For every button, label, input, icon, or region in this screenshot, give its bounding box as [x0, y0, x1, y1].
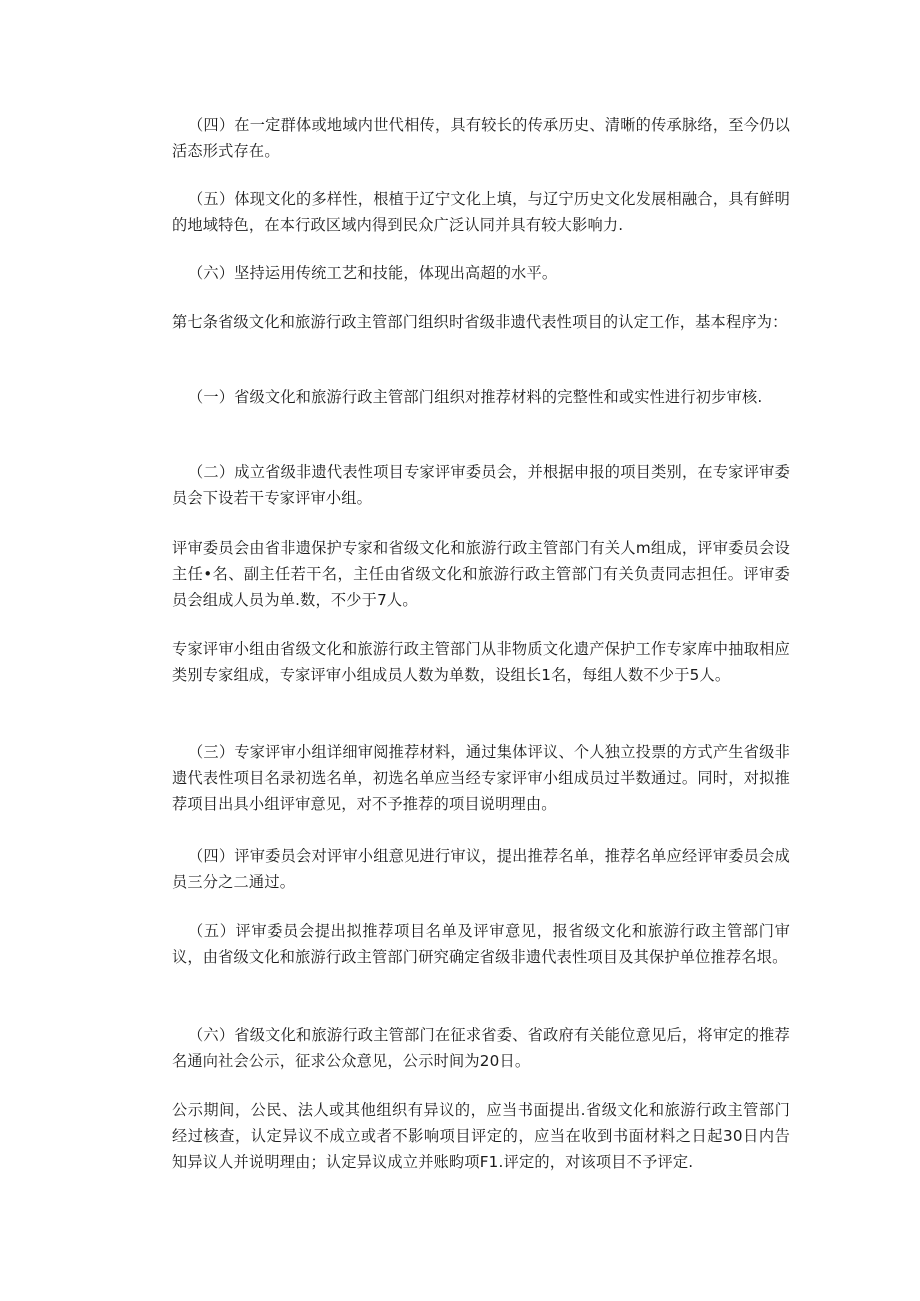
paragraph-criterion-6: （六）坚持运用传统工艺和技能，体现出高超的水平。 [188, 264, 558, 282]
paragraph-step-3: （三）专家评审小组详细审阅推荐材料，通过集体评议、个人独立投票的方式产生省级非遗代表性项目名录初选名单，初选名单应当经专家评审小组成员过半数通过。同时，对拟推荐项目出具小组评审意见，对不予推荐的项目说明理由。 [172, 743, 790, 813]
paragraph-expert-group: 专家评审小组由省级文化和旅游行政主管部门从非物质文化遗产保护工作专家库中抽取相应类别专家组成，专家评审小组成员人数为单数，设组长1名，每组人数不少于5人。 [172, 640, 790, 684]
paragraph-committee: 评审委员会由省非遗保护专家和省级文化和旅游行政主管部门有关人m组成，评审委员会设主任•名、副主任若干名，主任由省级文化和旅游行政主管部门有关负责同志担任。评审委员会组成人员为单.数，不少于7人。 [172, 539, 790, 609]
paragraph-step-5: （五）评审委员会提出拟推荐项目名单及评审意见，报省级文化和旅游行政主管部门审议，由省级文化和旅游行政主管部门研究确定省级非遗代表性项目及其保护单位推荐名垠。 [172, 922, 790, 966]
paragraph-objection: 公示期间，公民、法人或其他组织有异议的，应当书面提出.省级文化和旅游行政主管部门经过核查，认定异议不成立或者不影响项目评定的，应当在收到书面材料之日起30日内告知异议人并说明理由；认定异议成立并账畇项F1.评定的，对该项目不予评定. [172, 1101, 790, 1171]
paragraph-criterion-4: （四）在一定群体或地域内世代相传，具有较长的传承历史、清晰的传承脉络，至今仍以活态形式存在。 [172, 116, 790, 160]
paragraph-step-4: （四）评审委员会对评审小组意见进行审议，提出推荐名单，推荐名单应经评审委员会成员三分之二通过。 [172, 847, 790, 891]
paragraph-step-6: （六）省级文化和旅游行政主管部门在征求省委、省政府有关能位意见后，将审定的推荐名通向社会公示，征求公众意见，公示时间为20日。 [172, 1026, 790, 1070]
paragraph-step-1: （一）省级文化和旅游行政主管部门组织对推荐材料的完整性和或实性进行初步审核. [188, 388, 763, 406]
paragraph-criterion-5: （五）体现文化的多样性，根植于辽宁文化上填，与辽宁历史文化发展相融合，具有鲜明的地域特色，在本行政区域内得到民众广泛认同并具有较大影响力. [172, 190, 790, 234]
paragraph-step-2: （二）成立省级非遗代表性项目专家评审委员会，并根据申报的项目类别，在专家评审委员会下设若干专家评审小组。 [172, 463, 790, 507]
paragraph-article-7: 第七条省级文化和旅游行政主管部门组织时省级非遗代表性项目的认定工作，基本程序为： [172, 313, 788, 331]
